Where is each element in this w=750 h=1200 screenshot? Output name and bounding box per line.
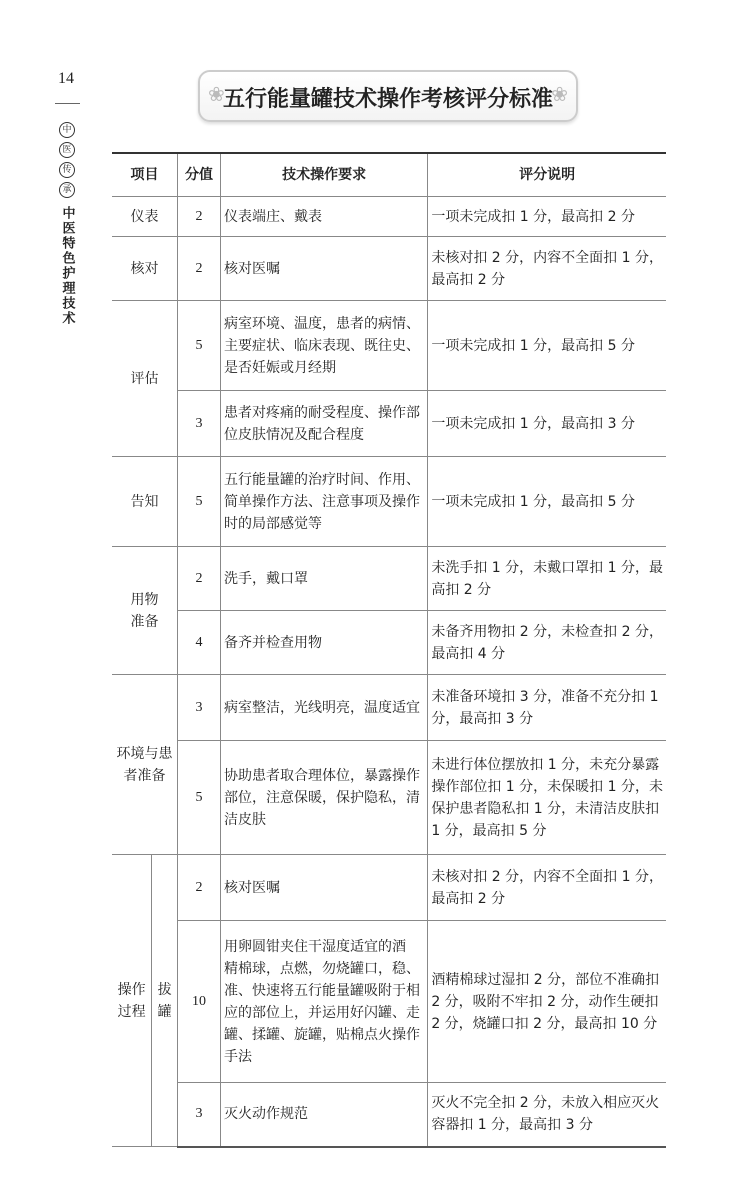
requirement-cell bbox=[220, 547, 427, 611]
description-line: 未核对扣 2 分，内容不全面扣 1 分， bbox=[431, 249, 663, 266]
item-cell bbox=[112, 301, 178, 457]
score-cell: 5 bbox=[178, 457, 221, 547]
score-cell: 2 bbox=[178, 237, 221, 301]
item-label: 仪表 bbox=[130, 208, 159, 225]
description-cell bbox=[428, 1083, 666, 1147]
score-cell: 3 bbox=[178, 675, 221, 741]
requirement-line: 病室整洁，光线明亮，温度适宜 bbox=[223, 699, 420, 716]
requirement-line: 灭火动作规范 bbox=[223, 1106, 308, 1123]
requirement-cell bbox=[220, 675, 427, 741]
description-cell bbox=[428, 237, 666, 301]
description-line: 灭火不完全扣 2 分，未放入相应灭火 bbox=[431, 1095, 660, 1112]
description-cell bbox=[428, 457, 666, 547]
description-line: 操作部位扣 1 分，未保暖扣 1 分，未 bbox=[431, 778, 663, 795]
description-line: 未洗手扣 1 分，未戴口罩扣 1 分，最 bbox=[431, 559, 663, 576]
table-row bbox=[112, 391, 666, 457]
score-cell: 3 bbox=[178, 391, 221, 457]
description-line: 2 分，吸附不牢扣 2 分，动作生硬扣 bbox=[431, 993, 659, 1010]
title-banner bbox=[198, 70, 578, 122]
requirement-line: 五行能量罐的治疗时间、作用、 bbox=[223, 471, 420, 488]
description-cell bbox=[428, 741, 666, 855]
scroll-ornament-icon: ❀ bbox=[208, 82, 225, 106]
table-row bbox=[112, 1083, 666, 1147]
description-line: 未进行体位摆放扣 1 分，未充分暴露 bbox=[431, 756, 660, 773]
requirement-line: 应的部位上，并运用好闪罐、走 bbox=[223, 1004, 420, 1021]
requirement-cell bbox=[220, 855, 427, 921]
sub-item-label: 罐 bbox=[157, 1003, 172, 1020]
requirement-cell bbox=[220, 237, 427, 301]
description-line: 一项未完成扣 1 分，最高扣 3 分 bbox=[431, 415, 635, 432]
header-score: 分值 bbox=[178, 153, 221, 197]
requirement-line: 核对医嘱 bbox=[223, 879, 280, 896]
requirement-line: 手法 bbox=[223, 1048, 252, 1065]
requirement-line: 洗手，戴口罩 bbox=[223, 570, 308, 587]
scoring-table bbox=[112, 152, 666, 1148]
table-row bbox=[112, 855, 666, 921]
requirement-line: 主要症状、临床表现、既往史、 bbox=[223, 337, 420, 354]
page-title: 五行能量罐技术操作考核评分标准 bbox=[222, 87, 553, 112]
item-label: 过程 bbox=[117, 1003, 146, 1020]
description-line: 最高扣 4 分 bbox=[431, 645, 506, 662]
description-line: 容器扣 1 分，最高扣 3 分 bbox=[431, 1117, 593, 1134]
description-cell bbox=[428, 301, 666, 391]
requirement-line: 仪表端庄、戴表 bbox=[223, 208, 322, 225]
requirement-line: 备齐并检查用物 bbox=[223, 634, 322, 651]
item-cell bbox=[112, 237, 178, 301]
description-line: 最高扣 2 分 bbox=[431, 890, 506, 907]
header-item: 项目 bbox=[112, 153, 178, 197]
header-description: 评分说明 bbox=[428, 153, 666, 197]
table-row bbox=[112, 301, 666, 391]
description-line: 最高扣 2 分 bbox=[431, 271, 506, 288]
series-char: 承 bbox=[59, 182, 75, 198]
description-cell bbox=[428, 921, 666, 1083]
scroll-ornament-icon: ❀ bbox=[551, 82, 568, 106]
requirement-line: 准、快速将五行能量罐吸附于相 bbox=[223, 982, 420, 999]
item-label: 评估 bbox=[130, 370, 159, 387]
requirement-line: 是否妊娠或月经期 bbox=[223, 359, 336, 376]
item-cell bbox=[112, 855, 152, 1147]
description-line: 酒精棉球过湿扣 2 分，部位不准确扣 bbox=[431, 971, 660, 988]
description-line: 未核对扣 2 分，内容不全面扣 1 分， bbox=[431, 868, 663, 885]
requirement-line: 协助患者取合理体位，暴露操作 bbox=[223, 767, 420, 784]
requirement-line: 简单操作方法、注意事项及操作 bbox=[223, 493, 420, 510]
series-char: 医 bbox=[59, 142, 75, 158]
requirement-cell bbox=[220, 391, 427, 457]
requirement-cell bbox=[220, 457, 427, 547]
item-label: 准备 bbox=[130, 613, 159, 630]
description-cell bbox=[428, 547, 666, 611]
item-cell bbox=[112, 547, 178, 675]
description-line: 未备齐用物扣 2 分，未检查扣 2 分， bbox=[431, 623, 663, 640]
description-line: 保护患者隐私扣 1 分，未清洁皮肤扣 bbox=[431, 800, 660, 817]
requirement-cell bbox=[220, 301, 427, 391]
requirement-line: 病室环境、温度，患者的病情、 bbox=[223, 315, 420, 332]
item-label: 核对 bbox=[130, 260, 159, 277]
book-title: 中医特色护理技术 bbox=[59, 206, 75, 326]
description-line: 2 分，烧罐口扣 2 分，最高扣 10 分 bbox=[431, 1015, 658, 1032]
item-label: 者准备 bbox=[123, 767, 166, 784]
requirement-line: 洁皮肤 bbox=[223, 811, 266, 828]
score-cell: 4 bbox=[178, 611, 221, 675]
description-line: 一项未完成扣 1 分，最高扣 5 分 bbox=[431, 493, 635, 510]
description-cell bbox=[428, 855, 666, 921]
table-row bbox=[112, 197, 666, 237]
sub-item-cell bbox=[152, 855, 178, 1147]
item-cell bbox=[112, 675, 178, 855]
series-char: 中 bbox=[59, 122, 75, 138]
requirement-line: 罐、揉罐、旋罐，贴棉点火操作 bbox=[223, 1026, 420, 1043]
table-header-row bbox=[112, 153, 666, 197]
page-number: 14 bbox=[58, 70, 74, 87]
requirement-line: 用卵圆钳夹住干湿度适宜的酒 bbox=[223, 938, 406, 955]
requirement-cell bbox=[220, 921, 427, 1083]
table-row bbox=[112, 457, 666, 547]
requirement-line: 患者对疼痛的耐受程度、操作部 bbox=[223, 404, 420, 421]
item-label: 环境与患 bbox=[116, 745, 173, 762]
description-cell bbox=[428, 391, 666, 457]
score-cell: 2 bbox=[178, 197, 221, 237]
requirement-cell bbox=[220, 741, 427, 855]
sub-item-label: 拔 bbox=[157, 981, 172, 998]
page-number-divider bbox=[55, 103, 80, 104]
table-row bbox=[112, 921, 666, 1083]
description-cell bbox=[428, 197, 666, 237]
running-header-sidebar bbox=[56, 122, 78, 326]
description-line: 分，最高扣 3 分 bbox=[431, 710, 534, 727]
requirement-line: 部位，注意保暖，保护隐私，清 bbox=[223, 789, 420, 806]
requirement-line: 核对医嘱 bbox=[223, 260, 280, 277]
table-row bbox=[112, 547, 666, 611]
description-cell bbox=[428, 611, 666, 675]
item-label: 操作 bbox=[117, 981, 146, 998]
item-label: 用物 bbox=[130, 591, 159, 608]
requirement-line: 时的局部感觉等 bbox=[223, 515, 322, 532]
requirement-line: 精棉球，点燃，勿烧罐口，稳、 bbox=[223, 960, 420, 977]
requirement-cell bbox=[220, 197, 427, 237]
requirement-cell bbox=[220, 611, 427, 675]
score-cell: 2 bbox=[178, 855, 221, 921]
description-line: 一项未完成扣 1 分，最高扣 5 分 bbox=[431, 337, 635, 354]
series-char: 传 bbox=[59, 162, 75, 178]
description-line: 一项未完成扣 1 分，最高扣 2 分 bbox=[431, 208, 635, 225]
item-cell bbox=[112, 457, 178, 547]
item-label: 告知 bbox=[130, 493, 159, 510]
requirement-cell bbox=[220, 1083, 427, 1147]
description-line: 未准备环境扣 3 分，准备不充分扣 1 bbox=[431, 688, 659, 705]
description-line: 1 分，最高扣 5 分 bbox=[431, 822, 547, 839]
score-cell: 5 bbox=[178, 741, 221, 855]
score-cell: 3 bbox=[178, 1083, 221, 1147]
description-cell bbox=[428, 675, 666, 741]
header-requirement: 技术操作要求 bbox=[220, 153, 427, 197]
table-row bbox=[112, 237, 666, 301]
requirement-line: 位皮肤情况及配合程度 bbox=[223, 426, 364, 443]
score-cell: 2 bbox=[178, 547, 221, 611]
table-row bbox=[112, 741, 666, 855]
score-cell: 5 bbox=[178, 301, 221, 391]
description-line: 高扣 2 分 bbox=[431, 581, 492, 598]
table-row bbox=[112, 611, 666, 675]
item-cell bbox=[112, 197, 178, 237]
score-cell: 10 bbox=[178, 921, 221, 1083]
table-row bbox=[112, 675, 666, 741]
